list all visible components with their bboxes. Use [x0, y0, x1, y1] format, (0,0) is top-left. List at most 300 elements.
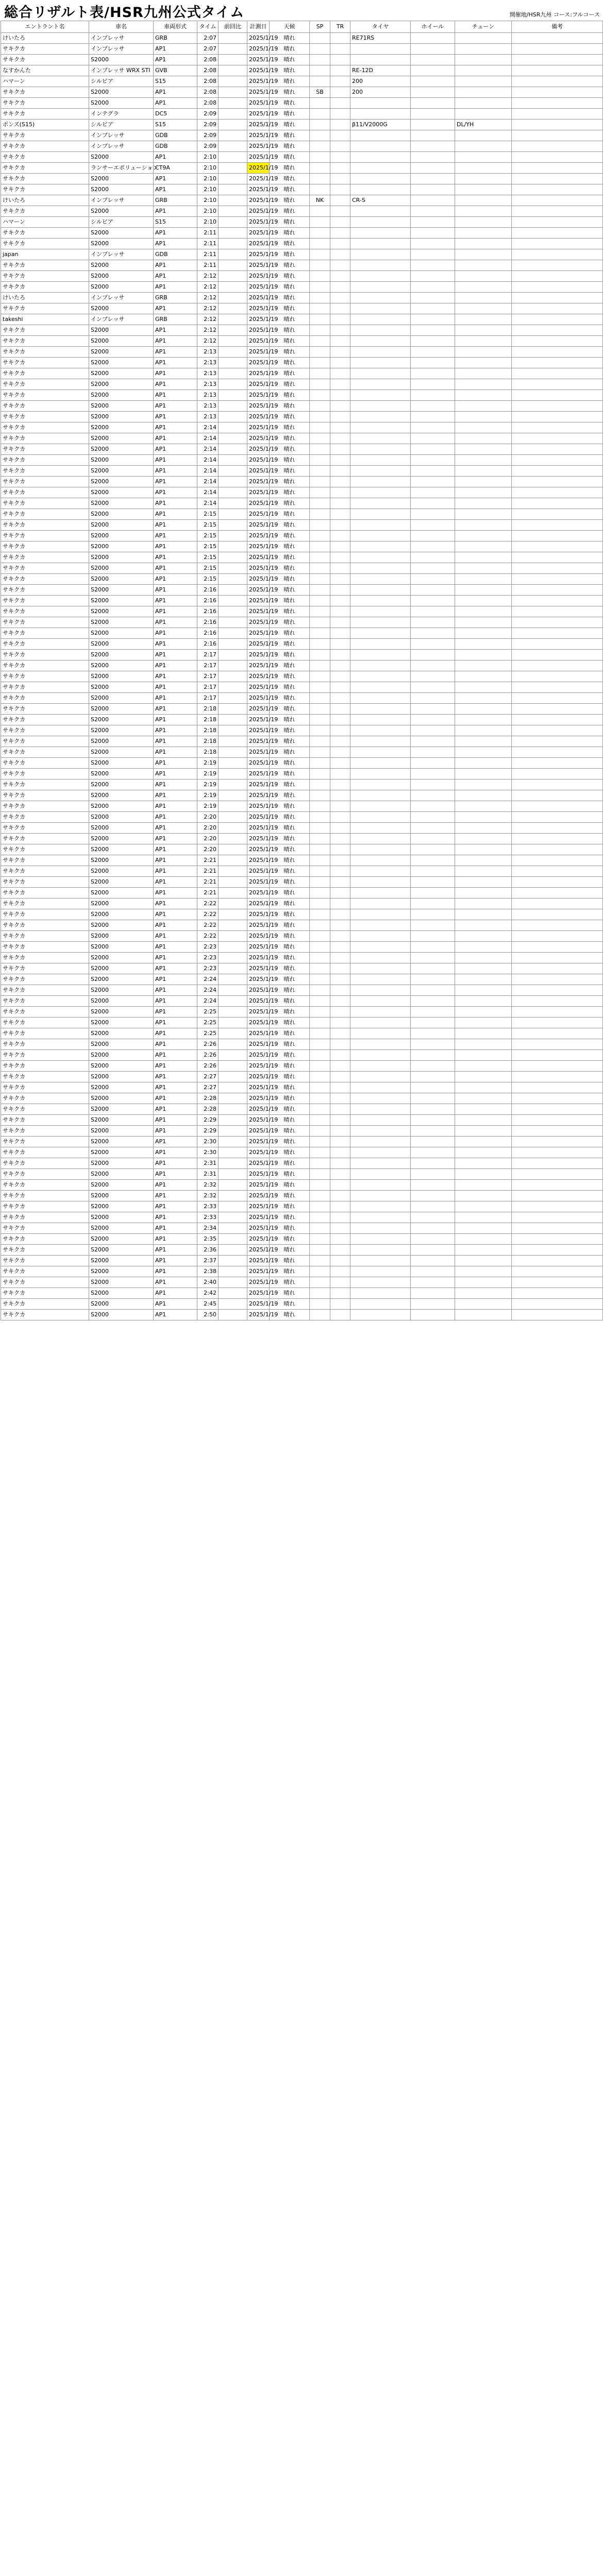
diff-cell: [219, 65, 247, 76]
tire-cell: [350, 942, 411, 953]
wheel-cell: [411, 596, 455, 606]
note-cell: [512, 769, 603, 779]
car-cell: S2000: [89, 920, 154, 931]
time-cell: 2:33: [197, 1201, 219, 1212]
entrant-cell: サキクカ: [1, 303, 89, 314]
sp-cell: [310, 1277, 330, 1288]
note-cell: [512, 899, 603, 909]
weather-cell: 晴れ: [270, 1245, 310, 1256]
diff-cell: [219, 433, 247, 444]
car-cell: S2000: [89, 466, 154, 477]
wheel-cell: [411, 509, 455, 520]
date-cell: 2025/1/19: [247, 509, 270, 520]
note-cell: [512, 184, 603, 195]
car-cell: S2000: [89, 736, 154, 747]
tune-cell: [455, 899, 512, 909]
sp-cell: [310, 98, 330, 109]
date-cell: 2025/1/19: [247, 747, 270, 758]
diff-cell: [219, 239, 247, 249]
car-cell: S2000: [89, 1039, 154, 1050]
page-title: 総合リザルト表/HSR九州公式タイム: [4, 5, 245, 21]
weather-cell: 晴れ: [270, 44, 310, 55]
model-code-cell: AP1: [154, 228, 197, 239]
sp-cell: [310, 758, 330, 769]
entrant-cell: サキクカ: [1, 98, 89, 109]
date-cell: 2025/1/19: [247, 541, 270, 552]
model-code-cell: AP1: [154, 368, 197, 379]
venue-subtitle: 開催地/HSR九州 コース:フルコース: [509, 11, 600, 18]
tire-cell: [350, 574, 411, 585]
date-cell: 2025/1/19: [247, 953, 270, 963]
sp-cell: [310, 899, 330, 909]
date-cell: 2025/1/19: [247, 303, 270, 314]
tr-cell: [330, 1299, 350, 1310]
note-cell: [512, 33, 603, 44]
note-cell: [512, 1310, 603, 1320]
diff-cell: [219, 1147, 247, 1158]
entrant-cell: なすかんた: [1, 65, 89, 76]
diff-cell: [219, 985, 247, 996]
tire-cell: [350, 520, 411, 531]
diff-cell: [219, 877, 247, 888]
sp-cell: [310, 1028, 330, 1039]
car-cell: S2000: [89, 985, 154, 996]
entrant-cell: サキクカ: [1, 174, 89, 184]
car-cell: S2000: [89, 801, 154, 812]
entrant-cell: サキクカ: [1, 1180, 89, 1191]
diff-cell: [219, 541, 247, 552]
tire-cell: [350, 531, 411, 541]
weather-cell: 晴れ: [270, 1180, 310, 1191]
date-cell: 2025/1/19: [247, 195, 270, 206]
tire-cell: [350, 920, 411, 931]
wheel-cell: [411, 953, 455, 963]
model-code-cell: AP1: [154, 509, 197, 520]
diff-cell: [219, 725, 247, 736]
table-row: [1, 888, 603, 899]
model-code-cell: AP1: [154, 1039, 197, 1050]
car-cell: シルビア: [89, 120, 154, 130]
car-cell: S2000: [89, 1201, 154, 1212]
weather-cell: 晴れ: [270, 130, 310, 141]
weather-cell: 晴れ: [270, 920, 310, 931]
car-cell: S2000: [89, 682, 154, 693]
tr-cell: [330, 758, 350, 769]
wheel-cell: [411, 671, 455, 682]
model-code-cell: AP1: [154, 585, 197, 596]
date-cell: 2025/1/19: [247, 1039, 270, 1050]
model-code-cell: AP1: [154, 704, 197, 715]
note-cell: [512, 585, 603, 596]
sp-cell: [310, 358, 330, 368]
time-cell: 2:12: [197, 271, 219, 282]
entrant-cell: サキクカ: [1, 866, 89, 877]
wheel-cell: [411, 44, 455, 55]
time-cell: 2:13: [197, 358, 219, 368]
weather-cell: 晴れ: [270, 55, 310, 65]
note-cell: [512, 715, 603, 725]
tr-cell: [330, 1147, 350, 1158]
sp-cell: [310, 660, 330, 671]
tune-cell: [455, 953, 512, 963]
tr-cell: [330, 325, 350, 336]
weather-cell: 晴れ: [270, 596, 310, 606]
time-cell: 2:24: [197, 996, 219, 1007]
tire-cell: [350, 444, 411, 455]
entrant-cell: サキクカ: [1, 520, 89, 531]
date-cell: 2025/1/19: [247, 1256, 270, 1266]
tune-cell: [455, 174, 512, 184]
wheel-cell: [411, 1018, 455, 1028]
diff-cell: [219, 931, 247, 942]
sp-cell: [310, 390, 330, 401]
entrant-cell: サキクカ: [1, 358, 89, 368]
date-cell: 2025/1/19: [247, 1234, 270, 1245]
date-cell: 2025/1/19: [247, 228, 270, 239]
sp-cell: [310, 650, 330, 660]
tire-cell: [350, 596, 411, 606]
model-code-cell: AP1: [154, 682, 197, 693]
wheel-cell: [411, 628, 455, 639]
car-cell: S2000: [89, 834, 154, 844]
tire-cell: [350, 130, 411, 141]
weather-cell: 晴れ: [270, 498, 310, 509]
sp-cell: [310, 120, 330, 130]
tr-cell: [330, 217, 350, 228]
column-header-entrant: エントラント名: [1, 21, 89, 33]
tr-cell: [330, 347, 350, 358]
diff-cell: [219, 596, 247, 606]
tire-cell: [350, 617, 411, 628]
car-cell: S2000: [89, 1093, 154, 1104]
entrant-cell: サキクカ: [1, 163, 89, 174]
weather-cell: 晴れ: [270, 271, 310, 282]
diff-cell: [219, 163, 247, 174]
tr-cell: [330, 152, 350, 163]
date-cell: 2025/1/19: [247, 812, 270, 823]
time-cell: 2:27: [197, 1072, 219, 1082]
sp-cell: [310, 1061, 330, 1072]
weather-cell: 晴れ: [270, 401, 310, 412]
tr-cell: [330, 1191, 350, 1201]
sp-cell: [310, 1039, 330, 1050]
note-cell: [512, 1093, 603, 1104]
weather-cell: 晴れ: [270, 98, 310, 109]
tr-cell: [330, 1126, 350, 1137]
wheel-cell: [411, 1180, 455, 1191]
sp-cell: [310, 574, 330, 585]
car-cell: S2000: [89, 909, 154, 920]
tune-cell: [455, 704, 512, 715]
entrant-cell: japan: [1, 249, 89, 260]
sp-cell: [310, 866, 330, 877]
car-cell: S2000: [89, 260, 154, 271]
note-cell: [512, 790, 603, 801]
weather-cell: 晴れ: [270, 704, 310, 715]
tire-cell: [350, 899, 411, 909]
note-cell: [512, 379, 603, 390]
table-row: [1, 801, 603, 812]
tune-cell: [455, 76, 512, 87]
tr-cell: [330, 596, 350, 606]
tr-cell: [330, 390, 350, 401]
model-code-cell: AP1: [154, 1180, 197, 1191]
tune-cell: [455, 866, 512, 877]
tire-cell: [350, 790, 411, 801]
weather-cell: 晴れ: [270, 412, 310, 422]
note-cell: [512, 130, 603, 141]
wheel-cell: [411, 844, 455, 855]
time-cell: 2:13: [197, 379, 219, 390]
tune-cell: [455, 293, 512, 303]
entrant-cell: サキクカ: [1, 141, 89, 152]
tune-cell: [455, 487, 512, 498]
tr-cell: [330, 1137, 350, 1147]
sp-cell: [310, 996, 330, 1007]
model-code-cell: S15: [154, 76, 197, 87]
table-row: [1, 401, 603, 412]
wheel-cell: [411, 1115, 455, 1126]
tune-cell: DL/YH: [455, 120, 512, 130]
diff-cell: [219, 1137, 247, 1147]
table-row: [1, 1115, 603, 1126]
car-cell: S2000: [89, 1212, 154, 1223]
model-code-cell: AP1: [154, 379, 197, 390]
wheel-cell: [411, 931, 455, 942]
date-cell: 2025/1/19: [247, 401, 270, 412]
column-header-tune: チューン: [455, 21, 512, 33]
car-cell: S2000: [89, 942, 154, 953]
entrant-cell: サキクカ: [1, 920, 89, 931]
tire-cell: [350, 877, 411, 888]
entrant-cell: けいたろ: [1, 293, 89, 303]
sp-cell: [310, 444, 330, 455]
table-row: [1, 671, 603, 682]
note-cell: [512, 736, 603, 747]
diff-cell: [219, 531, 247, 541]
tr-cell: [330, 953, 350, 963]
entrant-cell: サキクカ: [1, 574, 89, 585]
diff-cell: [219, 1050, 247, 1061]
table-row: [1, 120, 603, 130]
weather-cell: 晴れ: [270, 531, 310, 541]
wheel-cell: [411, 65, 455, 76]
diff-cell: [219, 1072, 247, 1082]
diff-cell: [219, 401, 247, 412]
note-cell: [512, 953, 603, 963]
entrant-cell: takeshi: [1, 314, 89, 325]
tire-cell: [350, 606, 411, 617]
tune-cell: [455, 1082, 512, 1093]
wheel-cell: [411, 1299, 455, 1310]
table-row: [1, 444, 603, 455]
tune-cell: [455, 531, 512, 541]
tune-cell: [455, 769, 512, 779]
weather-cell: 晴れ: [270, 1288, 310, 1299]
tr-cell: [330, 1050, 350, 1061]
sp-cell: [310, 433, 330, 444]
date-cell: 2025/1/19: [247, 715, 270, 725]
entrant-cell: サキクカ: [1, 487, 89, 498]
date-cell: 2025/1/19: [247, 639, 270, 650]
tr-cell: [330, 120, 350, 130]
tr-cell: [330, 682, 350, 693]
table-row: [1, 368, 603, 379]
time-cell: 2:16: [197, 585, 219, 596]
wheel-cell: [411, 639, 455, 650]
note-cell: [512, 942, 603, 953]
date-cell: 2025/1/19: [247, 98, 270, 109]
tr-cell: [330, 563, 350, 574]
entrant-cell: サキクカ: [1, 1310, 89, 1320]
model-code-cell: S15: [154, 217, 197, 228]
table-row: [1, 769, 603, 779]
date-cell: 2025/1/19: [247, 336, 270, 347]
column-header-time: タイム: [197, 21, 219, 33]
sp-cell: [310, 974, 330, 985]
note-cell: [512, 877, 603, 888]
entrant-cell: ハマーン: [1, 76, 89, 87]
date-cell: 2025/1/19: [247, 520, 270, 531]
sp-cell: [310, 628, 330, 639]
car-cell: S2000: [89, 498, 154, 509]
entrant-cell: サキクカ: [1, 55, 89, 65]
entrant-cell: サキクカ: [1, 1201, 89, 1212]
sp-cell: [310, 1310, 330, 1320]
time-cell: 2:17: [197, 682, 219, 693]
tr-cell: [330, 617, 350, 628]
tune-cell: [455, 109, 512, 120]
tr-cell: [330, 1310, 350, 1320]
note-cell: [512, 401, 603, 412]
wheel-cell: [411, 877, 455, 888]
date-cell: 2025/1/19: [247, 130, 270, 141]
entrant-cell: サキクカ: [1, 747, 89, 758]
tune-cell: [455, 498, 512, 509]
time-cell: 2:12: [197, 314, 219, 325]
model-code-cell: AP1: [154, 455, 197, 466]
entrant-cell: サキクカ: [1, 1299, 89, 1310]
time-cell: 2:20: [197, 844, 219, 855]
sp-cell: [310, 239, 330, 249]
column-header-wheel: ホイール: [411, 21, 455, 33]
entrant-cell: サキクカ: [1, 812, 89, 823]
sp-cell: [310, 336, 330, 347]
table-row: [1, 293, 603, 303]
tire-cell: [350, 217, 411, 228]
car-cell: インプレッサ: [89, 44, 154, 55]
weather-cell: 晴れ: [270, 1169, 310, 1180]
entrant-cell: サキクカ: [1, 693, 89, 704]
entrant-cell: サキクカ: [1, 336, 89, 347]
date-cell: 2025/1/19: [247, 368, 270, 379]
table-row: [1, 1039, 603, 1050]
tr-cell: [330, 1223, 350, 1234]
note-cell: [512, 531, 603, 541]
note-cell: [512, 1288, 603, 1299]
date-cell: 2025/1/19: [247, 1147, 270, 1158]
car-cell: S2000: [89, 228, 154, 239]
note-cell: [512, 866, 603, 877]
diff-cell: [219, 1169, 247, 1180]
car-cell: S2000: [89, 563, 154, 574]
tr-cell: [330, 498, 350, 509]
table-body: [1, 33, 603, 1320]
tire-cell: [350, 239, 411, 249]
sp-cell: [310, 65, 330, 76]
time-cell: 2:28: [197, 1093, 219, 1104]
note-cell: [512, 823, 603, 834]
model-code-cell: AP1: [154, 1223, 197, 1234]
column-header-model-code: 車両形式: [154, 21, 197, 33]
tire-cell: [350, 1212, 411, 1223]
model-code-cell: AP1: [154, 347, 197, 358]
table-row: [1, 942, 603, 953]
tune-cell: [455, 660, 512, 671]
sp-cell: [310, 1234, 330, 1245]
time-cell: 2:19: [197, 779, 219, 790]
weather-cell: 晴れ: [270, 758, 310, 769]
time-cell: 2:16: [197, 606, 219, 617]
tune-cell: [455, 920, 512, 931]
tr-cell: [330, 899, 350, 909]
sp-cell: [310, 834, 330, 844]
entrant-cell: サキクカ: [1, 931, 89, 942]
wheel-cell: [411, 271, 455, 282]
tr-cell: [330, 693, 350, 704]
tune-cell: [455, 65, 512, 76]
car-cell: インプレッサ: [89, 130, 154, 141]
wheel-cell: [411, 1234, 455, 1245]
car-cell: S2000: [89, 1104, 154, 1115]
table-row: [1, 1104, 603, 1115]
weather-cell: 晴れ: [270, 563, 310, 574]
entrant-cell: サキクカ: [1, 606, 89, 617]
tune-cell: [455, 1050, 512, 1061]
car-cell: S2000: [89, 888, 154, 899]
weather-cell: 晴れ: [270, 282, 310, 293]
tire-cell: [350, 1266, 411, 1277]
note-cell: [512, 985, 603, 996]
tire-cell: [350, 487, 411, 498]
wheel-cell: [411, 920, 455, 931]
sp-cell: [310, 682, 330, 693]
date-cell: 2025/1/19: [247, 217, 270, 228]
tire-cell: RE-12D: [350, 65, 411, 76]
tune-cell: [455, 758, 512, 769]
model-code-cell: AP1: [154, 942, 197, 953]
sp-cell: [310, 55, 330, 65]
time-cell: 2:22: [197, 909, 219, 920]
sp-cell: [310, 1169, 330, 1180]
note-cell: [512, 1256, 603, 1266]
tire-cell: [350, 585, 411, 596]
diff-cell: [219, 606, 247, 617]
model-code-cell: AP1: [154, 174, 197, 184]
weather-cell: 晴れ: [270, 65, 310, 76]
table-header: [1, 21, 603, 33]
diff-cell: [219, 974, 247, 985]
table-row: [1, 65, 603, 76]
wheel-cell: [411, 1061, 455, 1072]
diff-cell: [219, 141, 247, 152]
note-cell: [512, 65, 603, 76]
tire-cell: [350, 206, 411, 217]
tune-cell: [455, 87, 512, 98]
tr-cell: [330, 942, 350, 953]
time-cell: 2:13: [197, 368, 219, 379]
tr-cell: [330, 541, 350, 552]
